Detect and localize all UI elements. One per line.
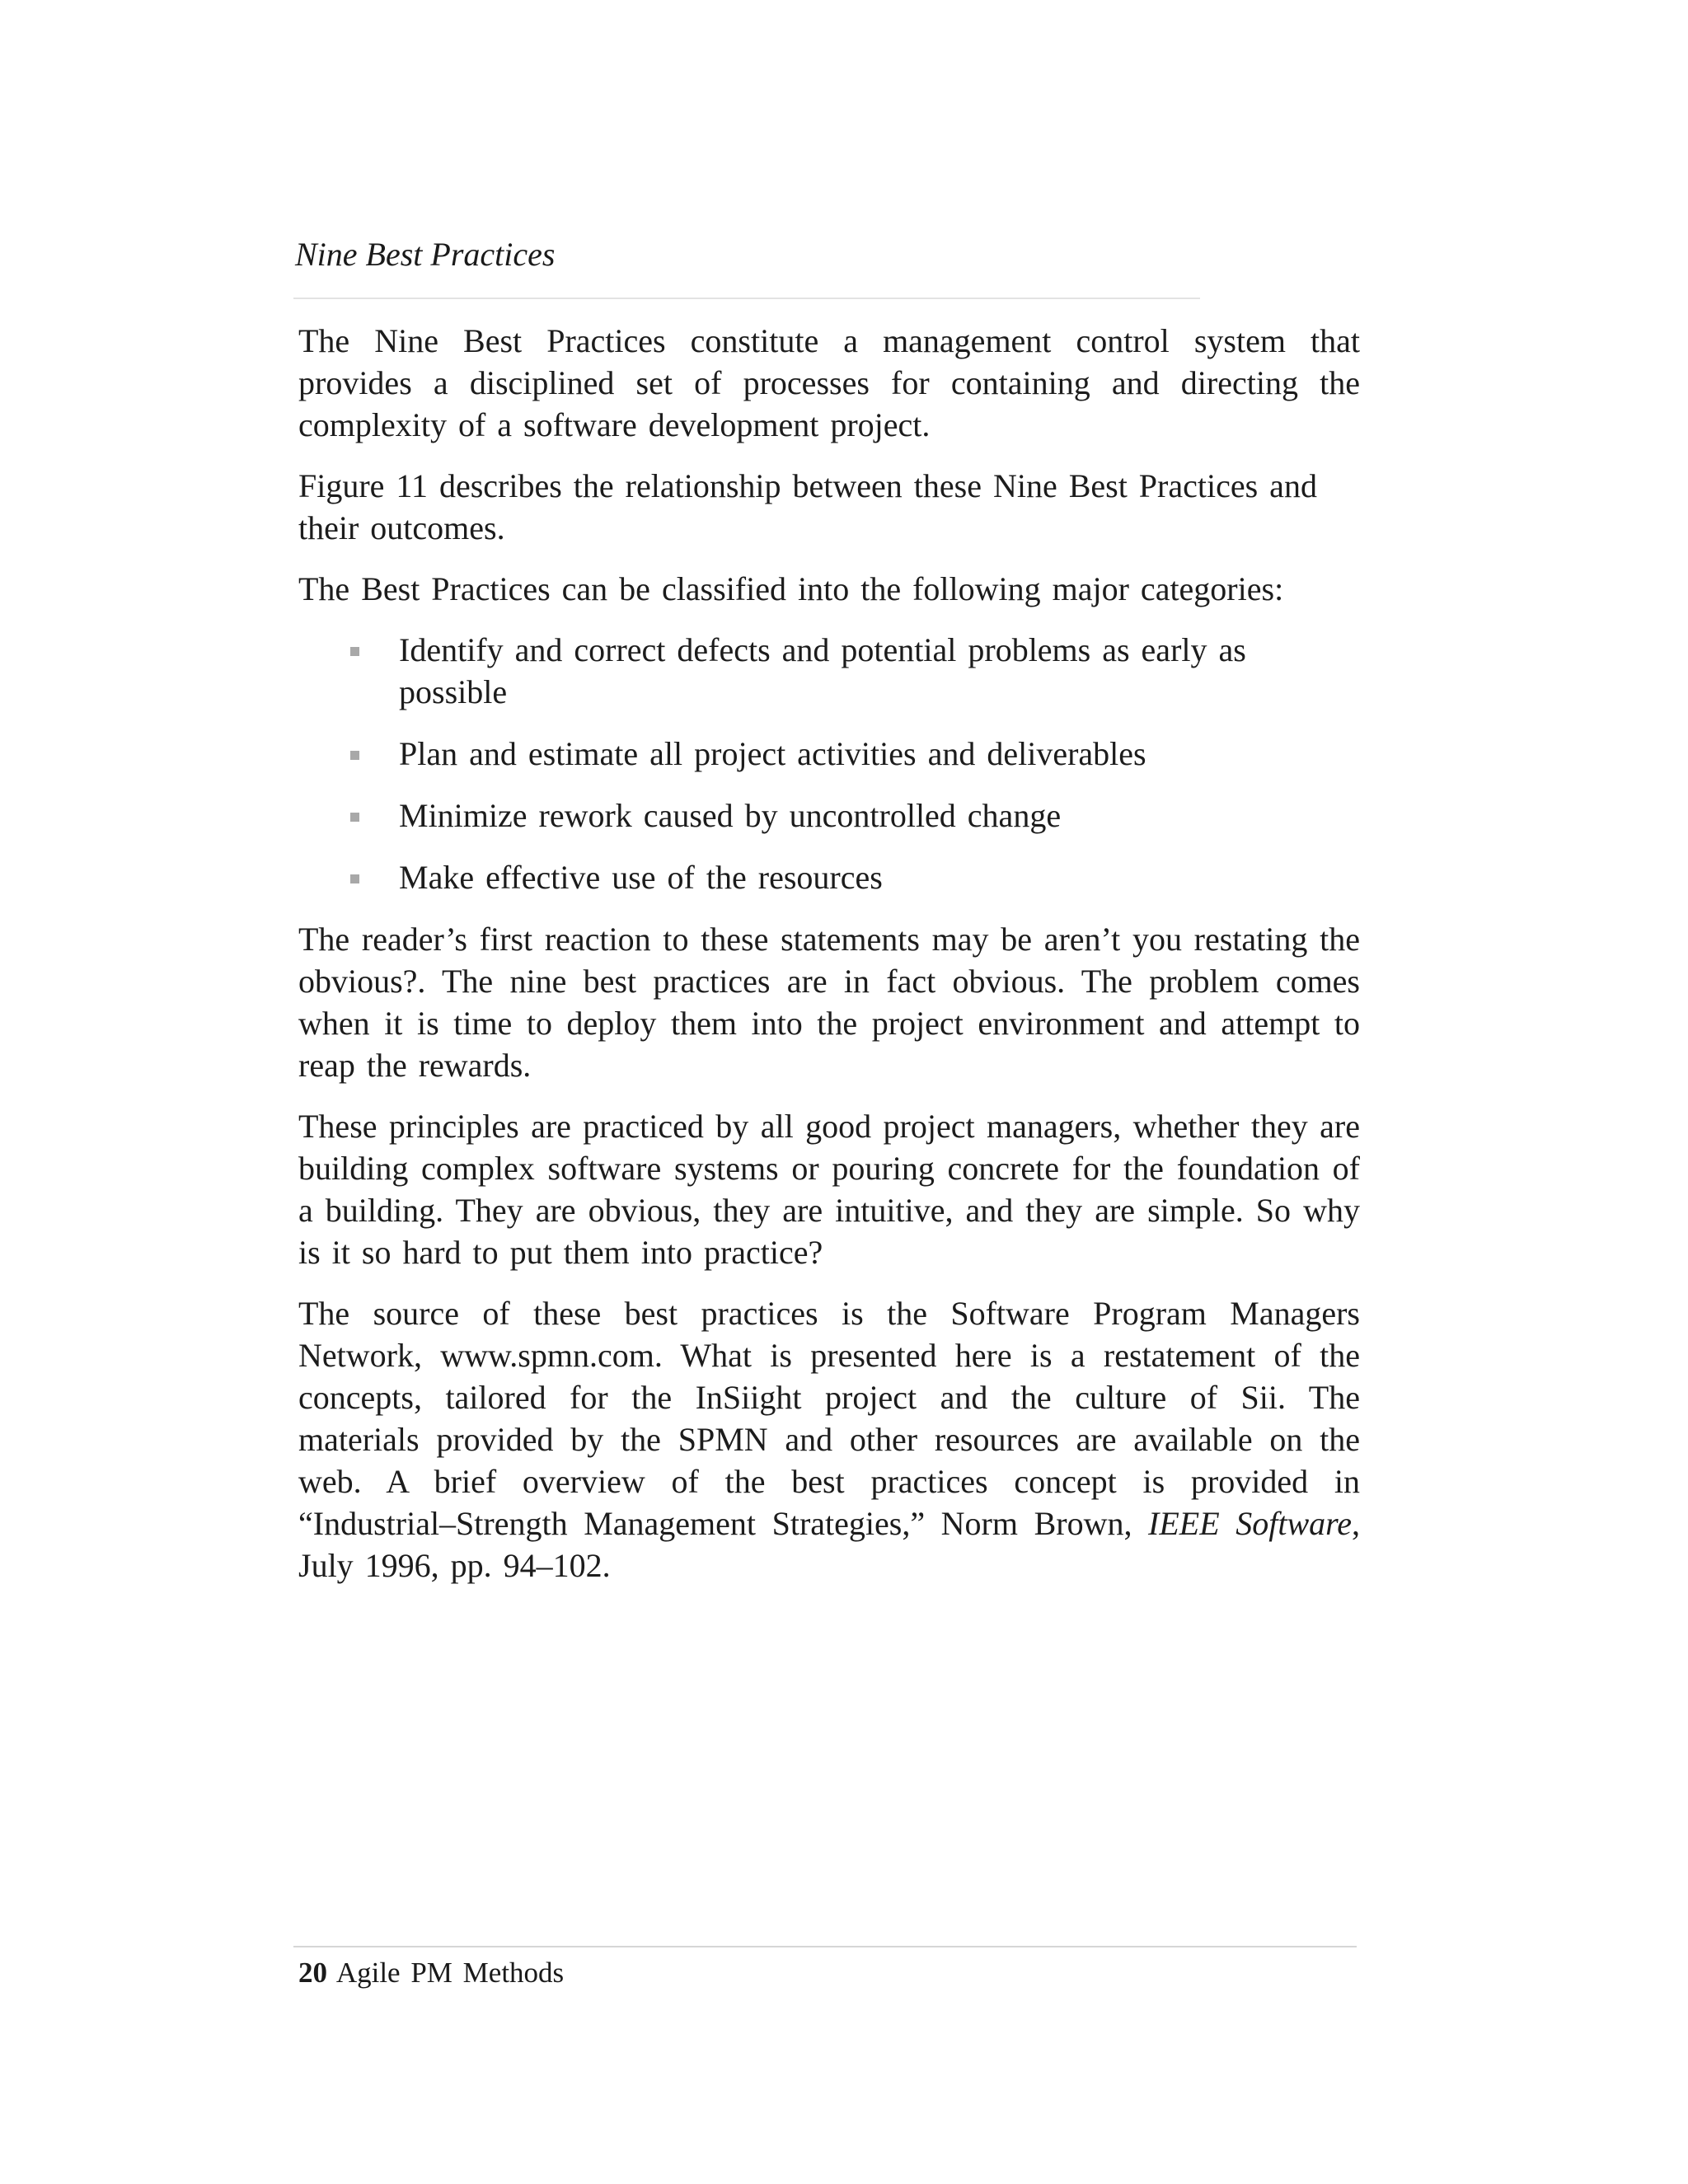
footer-divider: [293, 1946, 1357, 1947]
square-bullet-icon: [350, 813, 359, 822]
list-item-text: Make effective use of the resources: [399, 859, 883, 896]
page-number: 20: [298, 1957, 327, 1989]
list-item-text: Identify and correct defects and potential problems as early as possible: [399, 631, 1246, 710]
square-bullet-icon: [350, 751, 359, 760]
square-bullet-icon: [350, 874, 359, 883]
paragraph-first-reaction: The reader’s first reaction to these statements may be aren’t you restating the obvious?. The nine best practices are in fact obvious. The problem comes when it is time to deploy them into the project environment and attempt to reap the rewards.: [298, 921, 1360, 1084]
journal-name-part-a: IEEE: [1148, 1505, 1220, 1542]
square-bullet-icon: [350, 647, 359, 656]
paragraph-intro: The Nine Best Practices constitute a management control system that provides a disciplined set of processes for containing and directing the complexity of a software development project.: [298, 322, 1360, 443]
paragraph-source: [298, 1292, 1360, 1586]
list-item-text: Plan and estimate all project activities and deliverables: [399, 735, 1146, 772]
source-text: The source of these best practices is the Software Program Managers Network, www.spmn.com. What is presented here is a restatement of the concepts, tailored for the InSiight project and the culture of Sii. The materials provided by the SPMN and other resources are available on the web. A brief overview of the best practices concept is provided in “Industrial–Strength Management Strategies,” Norm Brown,: [298, 1295, 1360, 1542]
section-title: Nine Best Practices: [295, 236, 556, 273]
paragraph-figure-reference: Figure 11 describes the relationship between these Nine Best Practices and their outcomes.: [298, 467, 1317, 546]
list-item-text: Minimize rework caused by uncontrolled change: [399, 797, 1062, 834]
body-text: [298, 320, 1360, 1605]
list-item: [298, 733, 1360, 775]
book-title: Agile PM Methods: [335, 1957, 565, 1989]
journal-name-part-b: Software: [1236, 1505, 1353, 1542]
list-item: [298, 629, 1360, 713]
title-divider: [293, 298, 1200, 299]
paragraph-principles: These principles are practiced by all good project managers, whether they are building complex software systems or pouring concrete for the foundation of a building. They are obvious, they are intuitive, and they are simple. So why is it so hard to put them into practice?: [298, 1108, 1360, 1271]
citation-text: , July 1996, pp. 94–102.: [298, 1505, 1361, 1584]
list-item: [298, 856, 1360, 898]
page-footer: [298, 1955, 564, 1991]
paragraph-categories-intro: The Best Practices can be classified into the following major categories:: [298, 570, 1284, 607]
categories-list: [298, 629, 1360, 898]
list-item: [298, 794, 1360, 837]
